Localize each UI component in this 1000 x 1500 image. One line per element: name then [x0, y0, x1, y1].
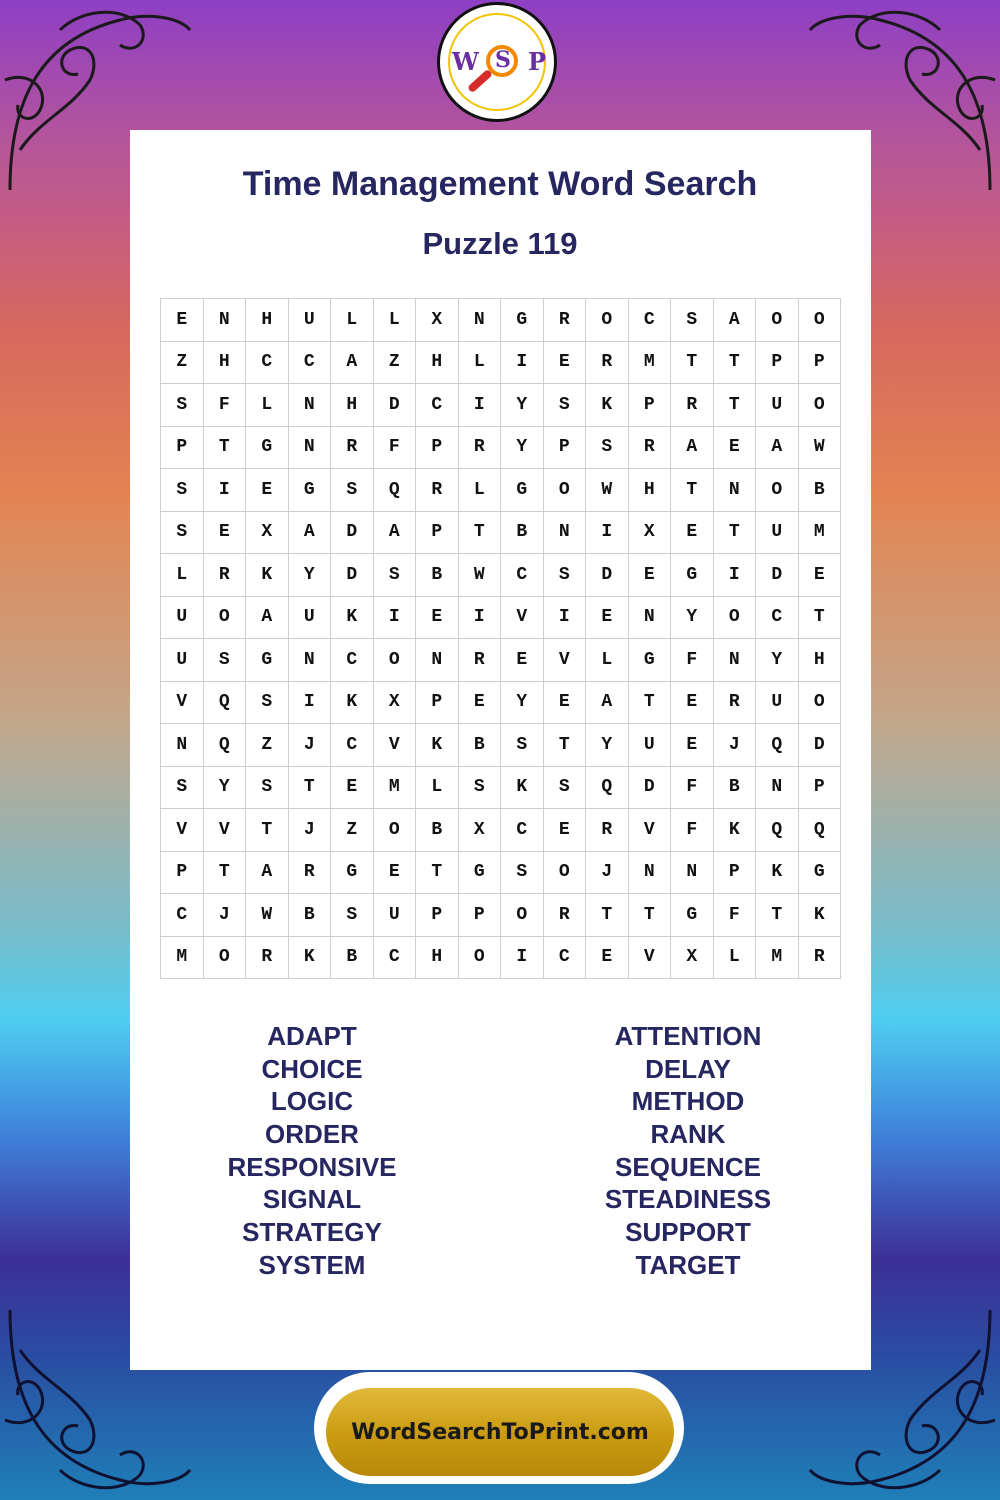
grid-cell[interactable]: Y: [671, 597, 714, 640]
grid-cell[interactable]: U: [289, 299, 332, 342]
grid-cell[interactable]: C: [161, 894, 204, 937]
grid-cell[interactable]: A: [331, 342, 374, 385]
grid-cell[interactable]: E: [204, 512, 247, 555]
word-list-item: SUPPORT: [625, 1217, 751, 1248]
grid-cell[interactable]: A: [586, 682, 629, 725]
grid-cell[interactable]: U: [289, 597, 332, 640]
grid-cell[interactable]: Z: [246, 724, 289, 767]
grid-cell[interactable]: E: [544, 809, 587, 852]
grid-cell[interactable]: U: [161, 639, 204, 682]
grid-cell[interactable]: P: [416, 427, 459, 470]
grid-cell[interactable]: G: [629, 639, 672, 682]
grid-cell[interactable]: P: [799, 767, 842, 810]
grid-cell[interactable]: I: [289, 682, 332, 725]
grid-cell[interactable]: F: [714, 894, 757, 937]
word-list-item: CHOICE: [261, 1053, 363, 1084]
grid-cell[interactable]: G: [289, 469, 332, 512]
grid-cell[interactable]: K: [756, 852, 799, 895]
grid-cell[interactable]: L: [374, 299, 417, 342]
grid-cell[interactable]: K: [289, 937, 332, 980]
grid-cell[interactable]: K: [586, 384, 629, 427]
grid-cell[interactable]: B: [331, 937, 374, 980]
grid-cell[interactable]: D: [374, 384, 417, 427]
grid-cell[interactable]: E: [671, 724, 714, 767]
grid-cell[interactable]: T: [416, 852, 459, 895]
grid-cell[interactable]: T: [629, 894, 672, 937]
grid-cell[interactable]: R: [671, 384, 714, 427]
logo-letter-s: S: [495, 47, 511, 73]
grid-cell[interactable]: R: [629, 427, 672, 470]
word-list-item: ORDER: [265, 1119, 359, 1150]
word-list-item: LOGIC: [270, 1086, 354, 1117]
grid-cell[interactable]: W: [246, 894, 289, 937]
grid-cell[interactable]: F: [204, 384, 247, 427]
grid-cell[interactable]: X: [671, 937, 714, 980]
grid-cell[interactable]: J: [289, 724, 332, 767]
grid-cell[interactable]: S: [161, 469, 204, 512]
grid-cell[interactable]: P: [416, 682, 459, 725]
grid-cell[interactable]: E: [459, 682, 502, 725]
grid-cell[interactable]: U: [629, 724, 672, 767]
grid-cell[interactable]: S: [331, 894, 374, 937]
grid-cell[interactable]: V: [501, 597, 544, 640]
grid-cell[interactable]: S: [586, 427, 629, 470]
word-list-item: DELAY: [645, 1053, 731, 1084]
grid-cell[interactable]: S: [501, 852, 544, 895]
grid-cell[interactable]: J: [289, 809, 332, 852]
grid-cell[interactable]: T: [586, 894, 629, 937]
grid-cell[interactable]: T: [289, 767, 332, 810]
grid-cell[interactable]: E: [331, 767, 374, 810]
grid-cell[interactable]: E: [671, 512, 714, 555]
grid-cell[interactable]: M: [756, 937, 799, 980]
grid-cell[interactable]: N: [161, 724, 204, 767]
grid-cell[interactable]: H: [246, 299, 289, 342]
grid-cell[interactable]: E: [501, 639, 544, 682]
grid-cell[interactable]: O: [799, 384, 842, 427]
grid-cell[interactable]: E: [544, 682, 587, 725]
grid-cell[interactable]: S: [459, 767, 502, 810]
grid-cell[interactable]: C: [756, 597, 799, 640]
grid-cell[interactable]: G: [246, 639, 289, 682]
grid-cell[interactable]: Q: [756, 724, 799, 767]
word-list-item: RANK: [650, 1119, 726, 1150]
grid-cell[interactable]: P: [416, 894, 459, 937]
grid-cell[interactable]: N: [714, 469, 757, 512]
grid-cell[interactable]: K: [331, 597, 374, 640]
grid-cell[interactable]: D: [331, 512, 374, 555]
letter-grid: [160, 298, 841, 979]
grid-cell[interactable]: Y: [586, 724, 629, 767]
grid-cell[interactable]: G: [671, 894, 714, 937]
grid-cell[interactable]: R: [586, 342, 629, 385]
site-link-button[interactable]: WordSearchToPrint.com: [326, 1388, 674, 1476]
grid-cell[interactable]: N: [756, 767, 799, 810]
grid-cell[interactable]: D: [629, 767, 672, 810]
grid-cell[interactable]: U: [756, 384, 799, 427]
grid-cell[interactable]: H: [416, 342, 459, 385]
word-list-item: METHOD: [631, 1086, 745, 1117]
grid-cell[interactable]: W: [459, 554, 502, 597]
grid-cell[interactable]: O: [501, 894, 544, 937]
grid-cell[interactable]: R: [204, 554, 247, 597]
grid-cell[interactable]: P: [756, 342, 799, 385]
grid-cell[interactable]: O: [204, 597, 247, 640]
grid-cell[interactable]: S: [246, 767, 289, 810]
logo-letter-w: W: [452, 47, 479, 76]
grid-cell[interactable]: I: [544, 597, 587, 640]
grid-cell[interactable]: N: [416, 639, 459, 682]
grid-cell[interactable]: U: [161, 597, 204, 640]
grid-cell[interactable]: C: [374, 937, 417, 980]
grid-cell[interactable]: F: [671, 639, 714, 682]
grid-cell[interactable]: I: [459, 597, 502, 640]
grid-cell[interactable]: R: [544, 299, 587, 342]
grid-cell[interactable]: P: [161, 427, 204, 470]
grid-cell[interactable]: A: [246, 597, 289, 640]
grid-cell[interactable]: Q: [204, 682, 247, 725]
grid-cell[interactable]: L: [331, 299, 374, 342]
grid-cell[interactable]: P: [544, 427, 587, 470]
grid-cell[interactable]: S: [501, 724, 544, 767]
grid-cell[interactable]: G: [799, 852, 842, 895]
grid-cell[interactable]: A: [714, 299, 757, 342]
grid-cell[interactable]: O: [374, 639, 417, 682]
grid-cell[interactable]: O: [459, 937, 502, 980]
grid-cell[interactable]: T: [671, 469, 714, 512]
word-list-item: ADAPT: [267, 1021, 357, 1051]
grid-cell[interactable]: B: [799, 469, 842, 512]
word-list-right: [498, 1020, 878, 1282]
grid-cell[interactable]: V: [204, 809, 247, 852]
grid-cell[interactable]: T: [714, 342, 757, 385]
grid-cell[interactable]: E: [671, 682, 714, 725]
grid-cell[interactable]: S: [161, 384, 204, 427]
grid-cell[interactable]: L: [246, 384, 289, 427]
grid-cell[interactable]: N: [629, 852, 672, 895]
grid-cell[interactable]: V: [544, 639, 587, 682]
grid-cell[interactable]: X: [459, 809, 502, 852]
grid-cell[interactable]: H: [799, 639, 842, 682]
grid-cell[interactable]: O: [544, 852, 587, 895]
puzzle-number: Puzzle 119: [422, 226, 578, 261]
grid-cell[interactable]: X: [629, 512, 672, 555]
grid-cell[interactable]: Q: [204, 724, 247, 767]
grid-cell[interactable]: N: [289, 639, 332, 682]
grid-cell[interactable]: A: [246, 852, 289, 895]
grid-cell[interactable]: I: [586, 512, 629, 555]
grid-cell[interactable]: A: [671, 427, 714, 470]
grid-cell[interactable]: C: [331, 724, 374, 767]
grid-cell[interactable]: G: [671, 554, 714, 597]
grid-cell[interactable]: S: [331, 469, 374, 512]
grid-cell[interactable]: E: [629, 554, 672, 597]
grid-cell[interactable]: M: [374, 767, 417, 810]
grid-cell[interactable]: N: [459, 299, 502, 342]
grid-cell[interactable]: R: [416, 469, 459, 512]
grid-cell[interactable]: O: [374, 809, 417, 852]
grid-cell[interactable]: U: [756, 512, 799, 555]
page-title: Time Management Word Search: [242, 165, 758, 203]
word-list-item: TARGET: [635, 1249, 741, 1280]
grid-cell[interactable]: O: [799, 299, 842, 342]
grid-cell[interactable]: D: [799, 724, 842, 767]
grid-cell[interactable]: E: [374, 852, 417, 895]
word-list-left: [122, 1020, 502, 1282]
grid-cell[interactable]: B: [416, 809, 459, 852]
grid-cell[interactable]: S: [161, 512, 204, 555]
grid-cell[interactable]: E: [799, 554, 842, 597]
grid-cell[interactable]: M: [161, 937, 204, 980]
grid-cell[interactable]: T: [714, 512, 757, 555]
grid-cell[interactable]: Y: [501, 384, 544, 427]
grid-cell[interactable]: V: [161, 682, 204, 725]
grid-cell[interactable]: C: [246, 342, 289, 385]
grid-cell[interactable]: E: [416, 597, 459, 640]
grid-cell[interactable]: I: [501, 342, 544, 385]
grid-cell[interactable]: V: [161, 809, 204, 852]
grid-cell[interactable]: G: [246, 427, 289, 470]
grid-cell[interactable]: Z: [331, 809, 374, 852]
grid-cell[interactable]: R: [714, 682, 757, 725]
word-list-item: STEADINESS: [604, 1184, 772, 1215]
grid-cell[interactable]: H: [331, 384, 374, 427]
grid-cell[interactable]: Q: [756, 809, 799, 852]
grid-cell[interactable]: L: [161, 554, 204, 597]
grid-cell[interactable]: N: [289, 384, 332, 427]
grid-cell[interactable]: V: [374, 724, 417, 767]
grid-cell[interactable]: S: [544, 384, 587, 427]
grid-cell[interactable]: G: [501, 299, 544, 342]
grid-cell[interactable]: Z: [161, 342, 204, 385]
grid-cell[interactable]: B: [289, 894, 332, 937]
grid-cell[interactable]: P: [459, 894, 502, 937]
grid-cell[interactable]: J: [714, 724, 757, 767]
grid-cell[interactable]: D: [586, 554, 629, 597]
grid-cell[interactable]: K: [714, 809, 757, 852]
grid-cell[interactable]: O: [714, 597, 757, 640]
grid-cell[interactable]: T: [246, 809, 289, 852]
grid-cell[interactable]: V: [629, 937, 672, 980]
grid-cell[interactable]: K: [331, 682, 374, 725]
grid-cell[interactable]: U: [756, 682, 799, 725]
grid-cell[interactable]: R: [799, 937, 842, 980]
grid-cell[interactable]: V: [629, 809, 672, 852]
grid-cell[interactable]: D: [756, 554, 799, 597]
grid-cell[interactable]: I: [714, 554, 757, 597]
grid-cell[interactable]: I: [204, 469, 247, 512]
grid-cell[interactable]: A: [374, 512, 417, 555]
grid-cell[interactable]: E: [586, 597, 629, 640]
grid-cell[interactable]: J: [204, 894, 247, 937]
grid-cell[interactable]: L: [459, 342, 502, 385]
grid-cell[interactable]: W: [586, 469, 629, 512]
grid-cell[interactable]: C: [501, 809, 544, 852]
grid-cell[interactable]: P: [714, 852, 757, 895]
grid-cell[interactable]: K: [799, 894, 842, 937]
grid-cell[interactable]: C: [629, 299, 672, 342]
grid-cell[interactable]: S: [374, 554, 417, 597]
word-list-item: STRATEGY: [242, 1217, 382, 1248]
grid-cell[interactable]: S: [671, 299, 714, 342]
grid-cell[interactable]: M: [629, 342, 672, 385]
grid-cell[interactable]: E: [544, 342, 587, 385]
grid-cell[interactable]: T: [204, 427, 247, 470]
grid-cell[interactable]: R: [289, 852, 332, 895]
grid-cell[interactable]: O: [204, 937, 247, 980]
grid-cell[interactable]: P: [161, 852, 204, 895]
grid-cell[interactable]: I: [459, 384, 502, 427]
grid-cell[interactable]: L: [586, 639, 629, 682]
grid-cell[interactable]: C: [544, 937, 587, 980]
grid-cell[interactable]: O: [799, 682, 842, 725]
grid-cell[interactable]: Z: [374, 342, 417, 385]
grid-cell[interactable]: J: [586, 852, 629, 895]
grid-cell[interactable]: X: [374, 682, 417, 725]
grid-cell[interactable]: F: [671, 809, 714, 852]
grid-cell[interactable]: K: [246, 554, 289, 597]
grid-cell[interactable]: M: [799, 512, 842, 555]
grid-cell[interactable]: R: [246, 937, 289, 980]
grid-cell[interactable]: P: [799, 342, 842, 385]
grid-cell[interactable]: N: [671, 852, 714, 895]
grid-cell[interactable]: Q: [799, 809, 842, 852]
grid-cell[interactable]: E: [586, 937, 629, 980]
grid-cell[interactable]: C: [331, 639, 374, 682]
grid-cell[interactable]: R: [459, 639, 502, 682]
grid-cell[interactable]: O: [756, 299, 799, 342]
grid-cell[interactable]: E: [714, 427, 757, 470]
grid-cell[interactable]: N: [714, 639, 757, 682]
grid-cell[interactable]: I: [374, 597, 417, 640]
grid-cell[interactable]: S: [161, 767, 204, 810]
grid-cell[interactable]: P: [416, 512, 459, 555]
word-list-item: SIGNAL: [262, 1184, 362, 1215]
word-list-item: SEQUENCE: [615, 1151, 761, 1182]
grid-cell[interactable]: K: [416, 724, 459, 767]
word-list-item: RESPONSIVE: [227, 1151, 397, 1182]
grid-cell[interactable]: Y: [756, 639, 799, 682]
grid-cell[interactable]: O: [756, 469, 799, 512]
grid-cell[interactable]: C: [289, 342, 332, 385]
grid-cell[interactable]: F: [671, 767, 714, 810]
grid-cell[interactable]: C: [501, 554, 544, 597]
grid-cell[interactable]: T: [671, 342, 714, 385]
grid-cell[interactable]: R: [331, 427, 374, 470]
grid-cell[interactable]: T: [544, 724, 587, 767]
grid-cell[interactable]: Q: [586, 767, 629, 810]
grid-cell[interactable]: L: [714, 937, 757, 980]
grid-cell[interactable]: P: [629, 384, 672, 427]
grid-cell[interactable]: S: [544, 554, 587, 597]
grid-cell[interactable]: S: [204, 639, 247, 682]
word-list-item: SYSTEM: [258, 1249, 366, 1280]
grid-cell[interactable]: N: [544, 512, 587, 555]
grid-cell[interactable]: K: [501, 767, 544, 810]
grid-cell[interactable]: X: [416, 299, 459, 342]
grid-cell[interactable]: G: [331, 852, 374, 895]
grid-cell[interactable]: E: [161, 299, 204, 342]
grid-cell[interactable]: Y: [501, 682, 544, 725]
logo-letter-p: P: [528, 47, 547, 76]
grid-cell[interactable]: R: [459, 427, 502, 470]
grid-cell[interactable]: Y: [289, 554, 332, 597]
grid-cell[interactable]: L: [459, 469, 502, 512]
grid-cell[interactable]: B: [416, 554, 459, 597]
grid-cell[interactable]: F: [374, 427, 417, 470]
grid-cell[interactable]: T: [204, 852, 247, 895]
grid-cell[interactable]: B: [501, 512, 544, 555]
grid-cell[interactable]: T: [756, 894, 799, 937]
grid-cell[interactable]: S: [544, 767, 587, 810]
grid-cell[interactable]: N: [289, 427, 332, 470]
grid-cell[interactable]: Y: [204, 767, 247, 810]
grid-cell[interactable]: B: [714, 767, 757, 810]
grid-cell[interactable]: N: [629, 597, 672, 640]
word-list-item: ATTENTION: [614, 1021, 762, 1051]
grid-cell[interactable]: T: [799, 597, 842, 640]
grid-cell[interactable]: O: [544, 469, 587, 512]
grid-cell[interactable]: Y: [501, 427, 544, 470]
grid-cell[interactable]: E: [246, 469, 289, 512]
wsp-logo: [437, 2, 557, 122]
grid-cell[interactable]: R: [586, 809, 629, 852]
grid-cell[interactable]: C: [416, 384, 459, 427]
grid-cell[interactable]: D: [331, 554, 374, 597]
grid-cell[interactable]: G: [501, 469, 544, 512]
grid-cell[interactable]: X: [246, 512, 289, 555]
grid-cell[interactable]: T: [629, 682, 672, 725]
grid-cell[interactable]: G: [459, 852, 502, 895]
grid-cell[interactable]: H: [204, 342, 247, 385]
grid-cell[interactable]: A: [756, 427, 799, 470]
grid-cell[interactable]: T: [459, 512, 502, 555]
grid-cell[interactable]: N: [204, 299, 247, 342]
grid-cell[interactable]: Q: [374, 469, 417, 512]
grid-cell[interactable]: L: [416, 767, 459, 810]
grid-cell[interactable]: S: [246, 682, 289, 725]
grid-cell[interactable]: A: [289, 512, 332, 555]
grid-cell[interactable]: H: [629, 469, 672, 512]
grid-cell[interactable]: U: [374, 894, 417, 937]
grid-cell[interactable]: W: [799, 427, 842, 470]
grid-cell[interactable]: I: [501, 937, 544, 980]
grid-cell[interactable]: R: [544, 894, 587, 937]
grid-cell[interactable]: O: [586, 299, 629, 342]
grid-cell[interactable]: H: [416, 937, 459, 980]
grid-cell[interactable]: T: [714, 384, 757, 427]
grid-cell[interactable]: B: [459, 724, 502, 767]
